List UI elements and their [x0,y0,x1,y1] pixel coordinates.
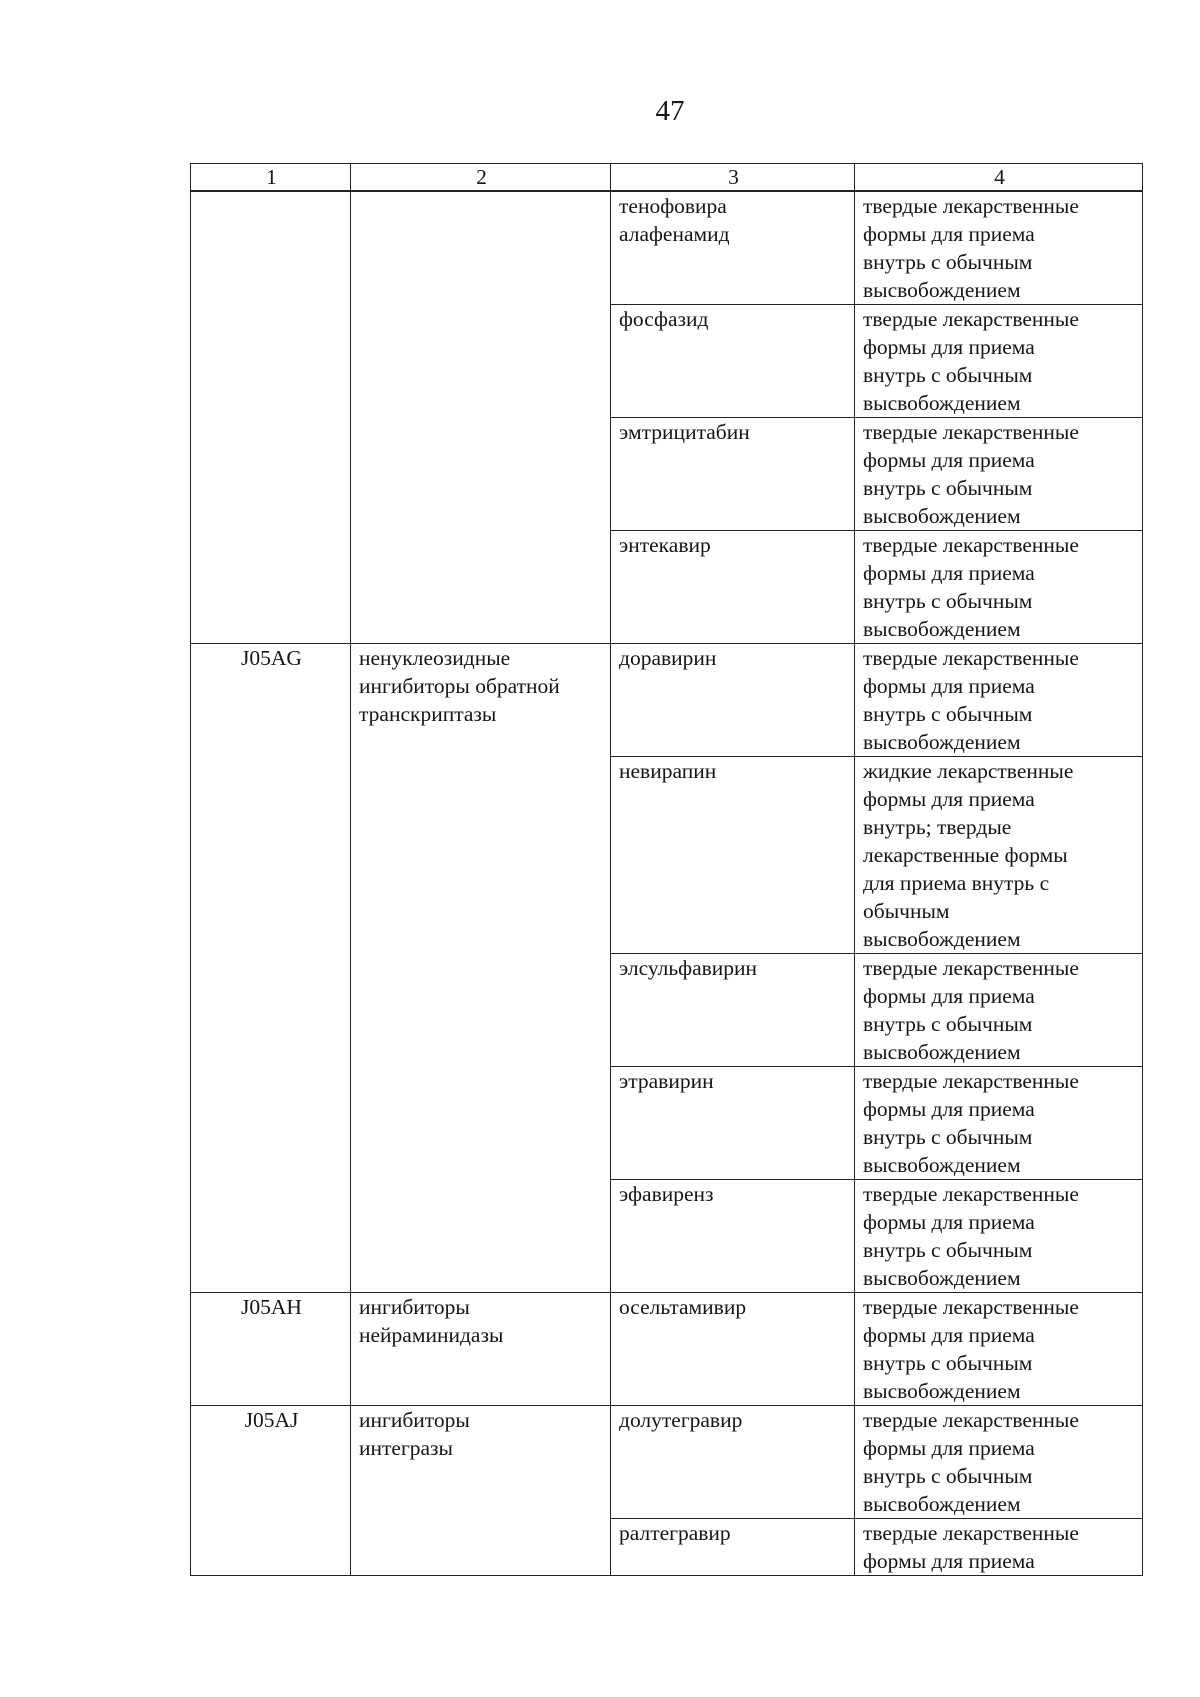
drug-name: этравирин [619,1069,714,1093]
dosage-form: твердые лекарственные формы для приема внутрь с обычным высвобождением [863,1295,1079,1403]
atc-code-cell [191,191,351,644]
drug-name-cell [611,1180,855,1293]
dosage-form: твердые лекарственные формы для приема внутрь с обычным высвобождением [863,956,1079,1064]
atc-code: J05AJ [244,1408,299,1432]
drug-name: осельтамивир [619,1295,747,1319]
dosage-form: твердые лекарственные формы для приема [863,1521,1079,1573]
drug-name: ралтегравир [619,1521,731,1545]
group-name-cell [351,191,611,644]
dosage-form: жидкие лекарственные формы для приема внутрь; твердые лекарственные формы для приема внутрь с обычным высвобождением [863,759,1074,951]
group-name: ингибиторы интегразы [359,1408,470,1460]
drug-name-cell [611,531,855,644]
group-name-cell [351,1406,611,1576]
dosage-form-cell [855,954,1143,1067]
drug-name-cell [611,644,855,757]
dosage-form-cell [855,1406,1143,1519]
drug-name: тенофовира алафенамид [619,194,730,246]
table-row [191,191,1143,305]
dosage-form: твердые лекарственные формы для приема внутрь с обычным высвобождением [863,420,1079,528]
dosage-form-cell [855,531,1143,644]
group-name: ненуклеозидные ингибиторы обратной транскриптазы [359,646,560,726]
drug-name-cell [611,757,855,954]
group-name: ингибиторы нейраминидазы [359,1295,504,1347]
atc-code-cell [191,1406,351,1576]
drug-name-cell [611,191,855,305]
dosage-form-cell [855,757,1143,954]
dosage-form: твердые лекарственные формы для приема внутрь с обычным высвобождением [863,307,1079,415]
atc-code: J05AH [241,1295,302,1319]
drug-name: невирапин [619,759,717,783]
table-header-row [191,164,1143,192]
atc-code: J05AG [241,646,302,670]
drug-name: фосфазид [619,307,709,331]
dosage-form-cell [855,191,1143,305]
dosage-form: твердые лекарственные формы для приема внутрь с обычным высвобождением [863,533,1079,641]
dosage-form: твердые лекарственные формы для приема внутрь с обычным высвобождением [863,646,1079,754]
drug-name: энтекавир [619,533,711,557]
atc-code-cell [191,644,351,1293]
group-name-cell [351,1293,611,1406]
table-row [191,1406,1143,1519]
drug-name: эфавиренз [619,1182,714,1206]
dosage-form-cell [855,1293,1143,1406]
drug-name-cell [611,418,855,531]
drug-name-cell [611,1293,855,1406]
dosage-form: твердые лекарственные формы для приема внутрь с обычным высвобождением [863,194,1079,302]
dosage-form: твердые лекарственные формы для приема внутрь с обычным высвобождением [863,1408,1079,1516]
column-header-2: 2 [351,164,611,192]
dosage-form-cell [855,1067,1143,1180]
column-header-3: 3 [611,164,855,192]
dosage-form-cell [855,305,1143,418]
table-row [191,644,1143,757]
dosage-form-cell [855,1519,1143,1576]
drug-name-cell [611,1519,855,1576]
dosage-form: твердые лекарственные формы для приема внутрь с обычным высвобождением [863,1069,1079,1177]
drug-name-cell [611,305,855,418]
drug-name-cell [611,1067,855,1180]
drug-name: элсульфавирин [619,956,758,980]
column-header-4: 4 [855,164,1143,192]
atc-code-cell [191,1293,351,1406]
column-header-1: 1 [191,164,351,192]
dosage-form-cell [855,644,1143,757]
table-row [191,1293,1143,1406]
drug-name: эмтрицитабин [619,420,750,444]
dosage-form: твердые лекарственные формы для приема внутрь с обычным высвобождением [863,1182,1079,1290]
group-name-cell [351,644,611,1293]
drug-table [190,163,1143,1576]
dosage-form-cell [855,1180,1143,1293]
dosage-form-cell [855,418,1143,531]
drug-name: долутегравир [619,1408,743,1432]
drug-name: доравирин [619,646,717,670]
drug-name-cell [611,954,855,1067]
page-number: 47 [655,95,685,127]
drug-name-cell [611,1406,855,1519]
